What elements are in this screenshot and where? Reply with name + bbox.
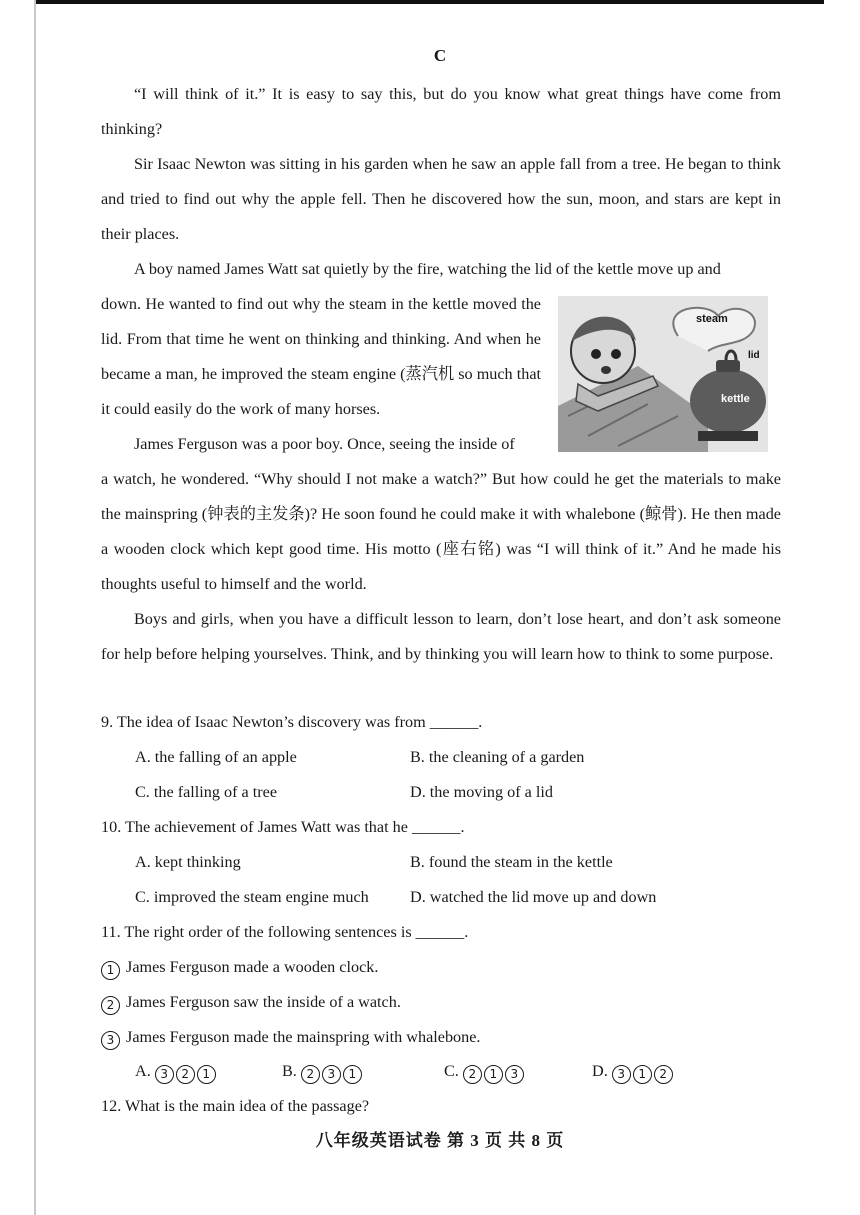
q11-sentence-1: [101, 956, 378, 980]
circled-number: 1: [197, 1065, 216, 1084]
circled-number: 1: [101, 961, 120, 980]
paragraph-4: a watch, he wondered. “Why should I not make a watch?” But how could he get the materials to make the mainspring (钟表的主发条)? He soon found he could make it with whalebone (鲸骨). He then made a wooden clock which kept good time. His motto (座右铭) was “I will think of it.” And he made his thoughts useful to himself and the world.: [101, 470, 781, 593]
kettle-illustration: [558, 296, 768, 452]
page-footer: 八年级英语试卷 第 3 页 共 8 页: [315, 1131, 565, 1150]
circled-number: 1: [484, 1065, 503, 1084]
left-margin-line: [34, 0, 36, 1215]
q9-option-d: D. the moving of a lid: [410, 783, 553, 801]
top-border: [36, 0, 824, 4]
q11-sentence-2: [101, 991, 401, 1015]
steam-label: steam: [696, 313, 728, 325]
q9-option-c: C. the falling of a tree: [135, 783, 278, 801]
question-12-stem: 12. What is the main idea of the passage?: [101, 1097, 370, 1115]
circled-number: 2: [463, 1065, 482, 1084]
sentence-text: James Ferguson saw the inside of a watch.: [126, 993, 401, 1011]
sentence-text: James Ferguson made the mainspring with whalebone.: [126, 1028, 481, 1046]
q10-option-b: B. found the steam in the kettle: [410, 853, 613, 871]
circled-number: 3: [101, 1031, 120, 1050]
circled-number: 1: [633, 1065, 652, 1084]
kettle-label: kettle: [721, 393, 750, 405]
option-label: B.: [282, 1062, 297, 1080]
paragraph-3-wrapped: down. He wanted to find out why the steam in the kettle moved the lid. From that time he went on thinking and thinking. And when he became a man, he improved the steam engine (蒸汽机 so much that it could easily do the work of many horses.: [101, 295, 541, 418]
q11-option-d: [592, 1060, 675, 1084]
circled-number: 2: [301, 1065, 320, 1084]
paragraph-3-line-1: A boy named James Watt sat quietly by the fire, watching the lid of the kettle move up and: [134, 260, 721, 278]
option-label: C.: [444, 1062, 459, 1080]
option-label: D.: [592, 1062, 608, 1080]
paragraph-5: Boys and girls, when you have a difficult lesson to learn, don’t lose heart, and don’t ask someone for help before helping yourselves. Think, and by thinking you will learn how to think to some purpose.: [101, 610, 781, 663]
circled-number: 2: [101, 996, 120, 1015]
paragraph-1: “I will think of it.” It is easy to say this, but do you know what great things have come from thinking?: [101, 85, 781, 138]
paragraph-2: Sir Isaac Newton was sitting in his garden when he saw an apple fall from a tree. He began to think and tried to find out why the apple fell. Then he discovered how the sun, moon, and stars are kept in their places.: [101, 155, 781, 243]
q10-option-d: D. watched the lid move up and down: [410, 888, 657, 906]
q10-option-a: A. kept thinking: [135, 853, 241, 871]
q9-option-b: B. the cleaning of a garden: [410, 748, 585, 766]
question-9-stem: 9. The idea of Isaac Newton’s discovery was from ______.: [101, 713, 483, 731]
question-11-stem: 11. The right order of the following sentences is ______.: [101, 923, 469, 941]
circled-number: 3: [505, 1065, 524, 1084]
paragraph-4-line-1: James Ferguson was a poor boy. Once, seeing the inside of: [134, 435, 515, 453]
q11-option-a: [135, 1060, 218, 1084]
circled-number: 3: [322, 1065, 341, 1084]
circled-number: 3: [612, 1065, 631, 1084]
lid-label: lid: [748, 350, 760, 361]
question-10-stem: 10. The achievement of James Watt was that he ______.: [101, 818, 465, 836]
circled-number: 2: [654, 1065, 673, 1084]
q11-sentence-3: [101, 1026, 480, 1050]
circled-number: 3: [155, 1065, 174, 1084]
circled-number: 2: [176, 1065, 195, 1084]
circled-number: 1: [343, 1065, 362, 1084]
q9-option-a: A. the falling of an apple: [135, 748, 297, 766]
sentence-text: James Ferguson made a wooden clock.: [126, 958, 379, 976]
option-label: A.: [135, 1062, 151, 1080]
q11-option-b: [282, 1060, 364, 1084]
section-heading: C: [433, 46, 447, 65]
q11-option-c: [444, 1060, 526, 1084]
q10-option-c: C. improved the steam engine much: [135, 888, 369, 906]
